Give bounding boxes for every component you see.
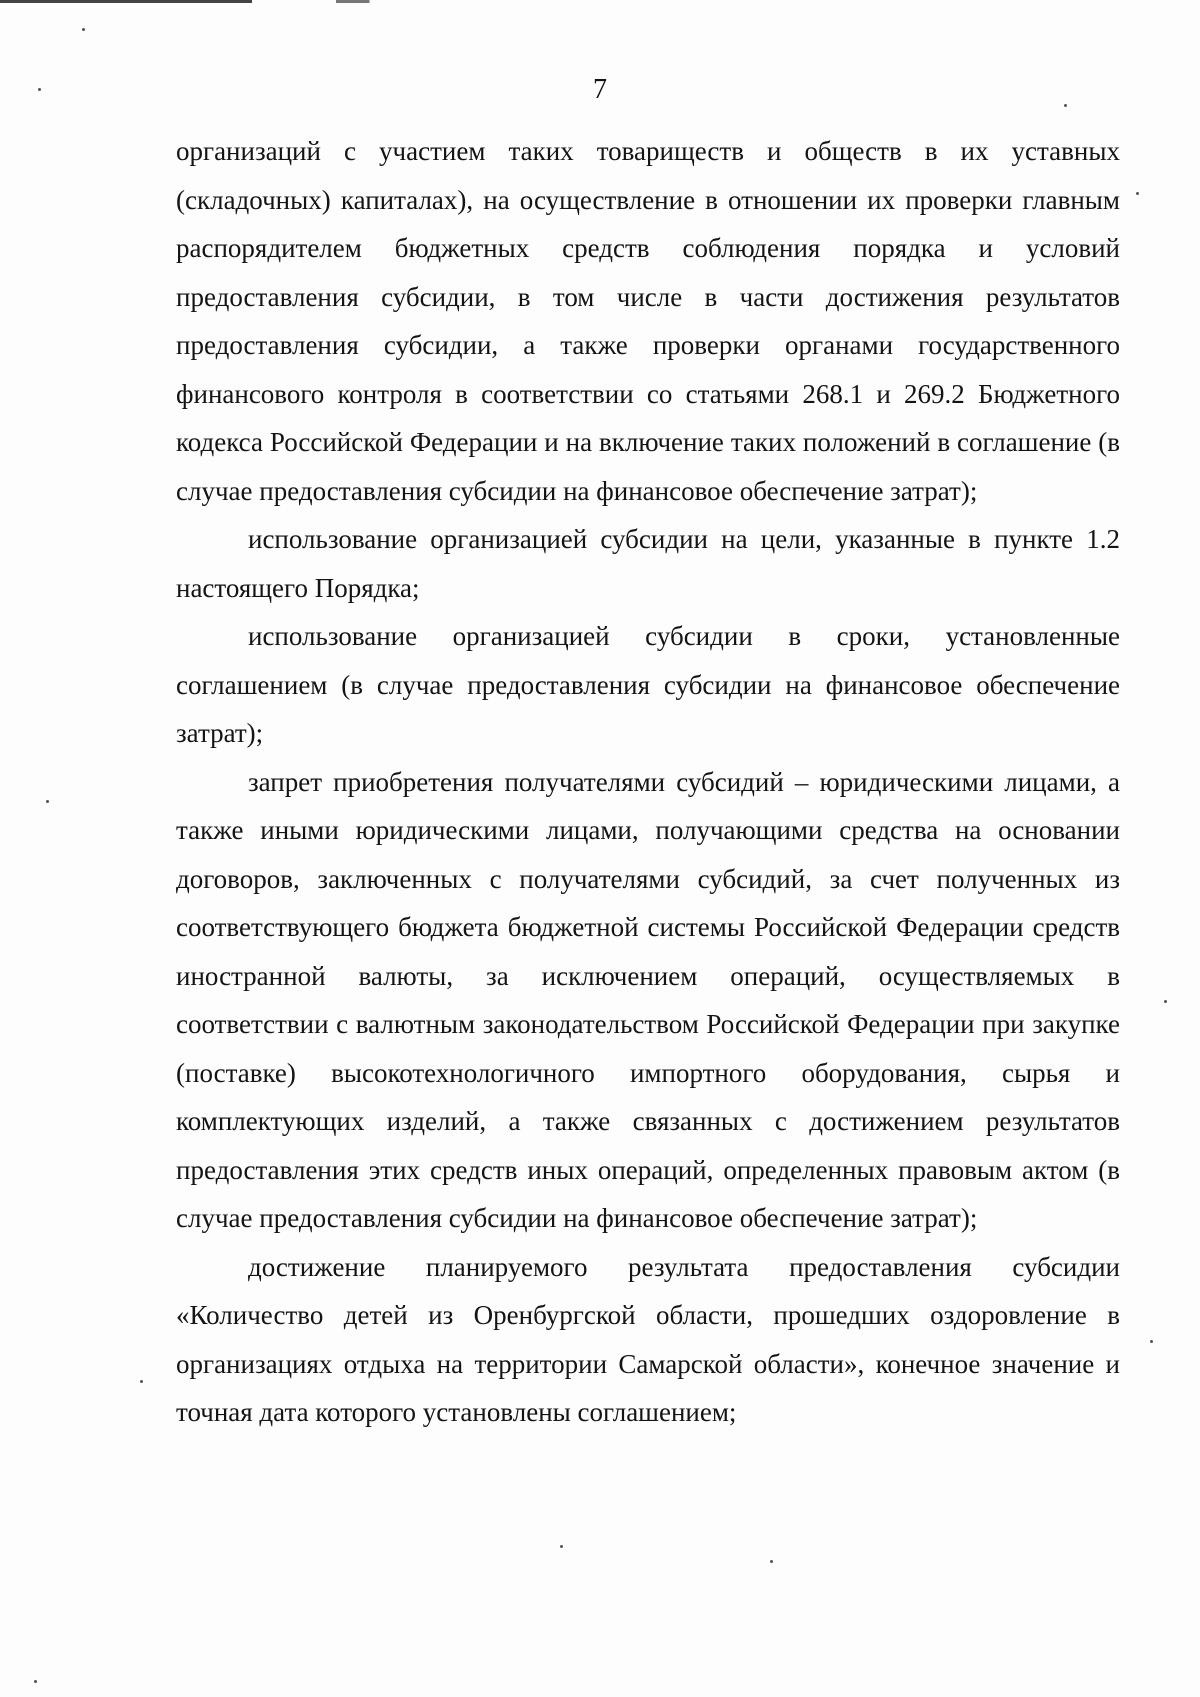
- paragraph: организаций с участием таких товариществ и обществ в их уставных (складочных) капиталах), на осуществление в отношении их проверки главным распорядителем бюджетных средств соблюдения порядка и условий предоставления субсидии, в том числе в части достижения результатов предоставления субсидии, а также проверки органами государственного финансового контроля в соответствии со статьями 268.1 и 269.2 Бюджетного кодекса Российской Федерации и на включение таких положений в соглашение (в случае предоставления субсидии на финансовое обеспечение затрат);: [176, 136, 1120, 506]
- page-number: 7: [593, 74, 607, 105]
- scan-edge-line: [0, 0, 420, 3]
- scan-speck: [46, 800, 49, 803]
- scan-speck: [1136, 192, 1139, 195]
- scan-speck: [1064, 104, 1067, 107]
- scan-speck: [82, 28, 85, 31]
- scan-speck: [140, 1380, 143, 1383]
- scan-speck: [560, 1545, 563, 1548]
- scan-speck: [38, 88, 41, 91]
- paragraph: достижение планируемого результата предоставления субсидии «Количество детей из Оренбургской области, прошедших оздоровление в организациях отдыха на территории Самарской области», конечное значение и точная дата которого установлены соглашением;: [176, 1251, 1120, 1427]
- scan-speck: [34, 1680, 37, 1683]
- scan-speck: [1164, 1000, 1167, 1003]
- scan-speck: [1150, 1340, 1153, 1343]
- document-body: [176, 127, 1120, 1437]
- scan-speck: [770, 1560, 773, 1563]
- paragraph: использование организацией субсидии в сроки, установленные соглашением (в случае предоставления субсидии на финансовое обеспечение затрат);: [176, 621, 1120, 748]
- paragraph: использование организацией субсидии на цели, указанные в пункте 1.2 настоящего Порядка;: [176, 524, 1120, 603]
- paragraph: запрет приобретения получателями субсидий – юридическими лицами, а также иными юридическими лицами, получающими средства на основании договоров, заключенных с получателями субсидий, за счет полученных из соответствующего бюджета бюджетной системы Российской Федерации средств иностранной валюты, за исключением операций, осуществляемых в соответствии с валютным законодательством Российской Федерации при закупке (поставке) высокотехнологичного импортного оборудования, сырья и комплектующих изделий, а также связанных с достижением результатов предоставления этих средств иных операций, определенных правовым актом (в случае предоставления субсидии на финансовое обеспечение затрат);: [176, 766, 1120, 1233]
